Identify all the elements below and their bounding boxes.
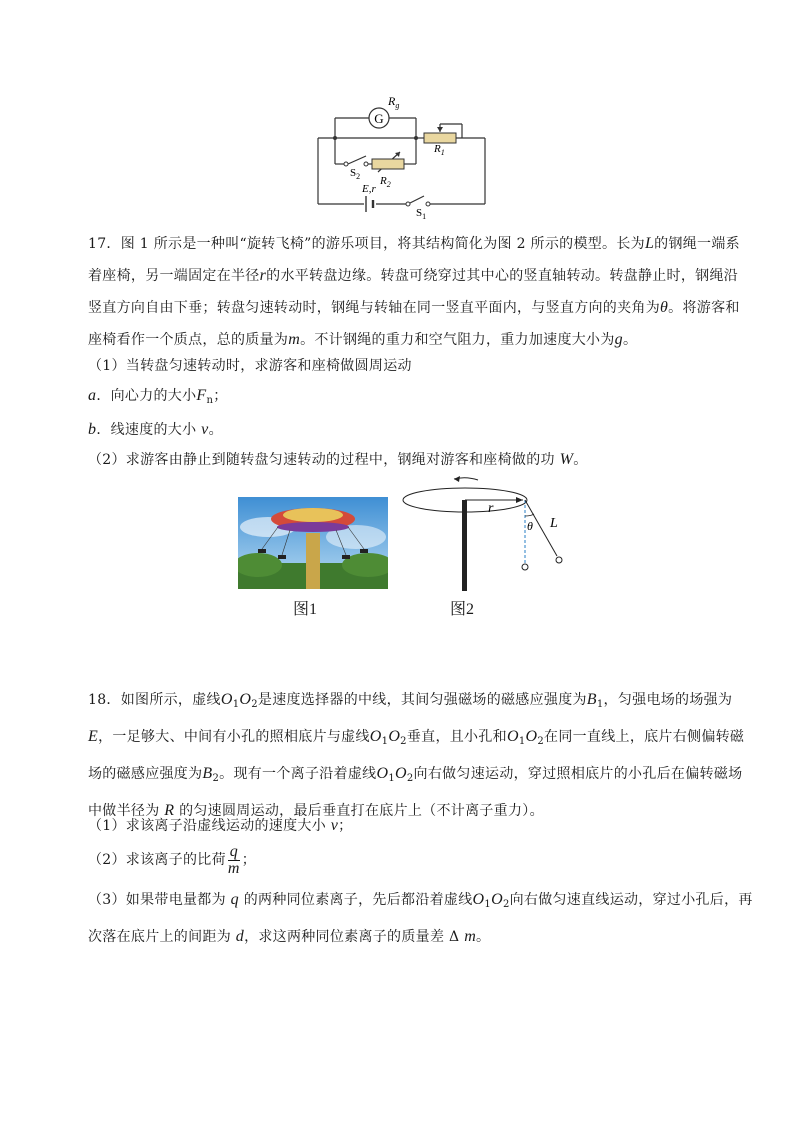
node-right — [414, 136, 418, 140]
rotation-arrowhead — [454, 476, 460, 482]
q17-line-2: 着座椅，另一端固定在半径r的水平转盘边缘。转盘可绕穿过其中心的竖直轴转动。转盘静止时，钢绳沿 — [88, 267, 739, 284]
swing-model-diagram — [400, 472, 610, 597]
q17-line-1: 17．图 1 所示是一种叫“旋转飞椅”的游乐项目，将其结构简化为图 2 所示的模型。长为L的钢绳一端系 — [88, 235, 740, 252]
q18-part-3-line-2: 次落在底片上的间距为 d，求这两种同位素离子的质量差 Δ m。 — [88, 928, 491, 945]
q18-part-1: （1）求该离子沿虚线运动的速度大小 v； — [88, 817, 353, 834]
swing-ride-photo — [238, 497, 388, 589]
battery-label: E,r — [362, 183, 376, 195]
question-17 — [88, 228, 740, 356]
q18-line-3: 场的磁感应强度为$B_2$。现有一个离子沿着虚线$O_1O_2$向右做匀速运动，穿过照相底片的小孔后在偏转磁场 — [88, 765, 743, 784]
q18-line-2: E，一足够大、中间有小孔的照相底片与虚线$O_1O_2$垂直，且小孔和$O_1O_2$在同一直线上，底片右侧偏转磁 — [88, 728, 745, 747]
s1-label: $S_1$ — [416, 207, 427, 220]
q18-part-3 — [88, 884, 753, 953]
fig2-caption: 图2 — [450, 601, 475, 618]
fraction-q-over-m: $\frac{q}{m}$ — [227, 842, 240, 877]
seat-rotating — [556, 557, 562, 563]
question-18 — [88, 684, 745, 827]
switch-s1-blade — [408, 196, 424, 204]
r2-resistor — [372, 159, 404, 169]
length-label: L — [550, 516, 558, 531]
rg-label: $R_g$ — [388, 94, 400, 110]
q17-part-a: a．向心力的大小$F_n$； — [88, 387, 228, 406]
q17-part-b: b．线速度的大小 v。 — [88, 421, 223, 438]
s2-terminal-left — [344, 162, 348, 166]
q17-line-4: 座椅看作一个质点，总的质量为m。不计钢绳的重力和空气阻力，重力加速度大小为g。 — [88, 331, 638, 348]
q18-line-4: 中做半径为 R 的匀速圆周运动，最后垂直打在底片上（不计离子重力）。 — [88, 802, 544, 819]
q17-part-1: （1）当转盘匀速转动时，求游客和座椅做圆周运动 — [88, 358, 412, 374]
s1-terminal-left — [406, 202, 410, 206]
theta-label: θ — [527, 519, 533, 533]
r1-slider-arrow — [437, 127, 443, 132]
galvanometer-label: G — [374, 111, 384, 126]
angle-arc — [525, 514, 534, 516]
s2-label: $S_2$ — [350, 167, 361, 181]
vertical-axis — [462, 500, 467, 591]
q18-line-1: 18．如图所示，虚线$O_1O_2$是速度选择器的中线，其间匀强磁场的磁感应强度为$B_1$，匀强电场的场强为 — [88, 691, 733, 710]
q17-subquestions — [88, 352, 728, 475]
switch-s2-blade — [348, 156, 366, 164]
s1-terminal-right — [426, 202, 430, 206]
ride-tower — [306, 533, 320, 589]
ride-top — [283, 508, 343, 522]
seat-at-rest — [522, 564, 528, 570]
fig1-caption: 图1 — [293, 601, 318, 618]
r1-resistor — [424, 133, 456, 143]
circuit-diagram — [300, 92, 500, 220]
radius-label: r — [488, 501, 494, 516]
radius-arrowhead — [516, 497, 523, 503]
r1-label: $R_1$ — [434, 143, 445, 157]
q17-line-3: 竖直方向自由下垂；转盘匀速转动时，钢绳与转轴在同一竖直平面内，与竖直方向的夹角为θ。将游客和 — [88, 299, 740, 316]
q18-part-2: （2）求该离子的比荷 $\frac{q}{m}$ ； — [88, 842, 257, 877]
q18-part-3-line-1: （3）如果带电量都为 q 的两种同位素离子，先后都沿着虚线$O_1O_2$向右做匀速直线运动，穿过小孔后，再 — [88, 891, 753, 910]
r2-label: $R_2$ — [380, 175, 391, 189]
node-left — [333, 136, 337, 140]
ride-rim — [277, 522, 349, 532]
q17-part-2: （2）求游客由静止到随转盘匀速转动的过程中，钢绳对游客和座椅做的功 W。 — [88, 451, 588, 468]
s2-terminal-right — [364, 162, 368, 166]
